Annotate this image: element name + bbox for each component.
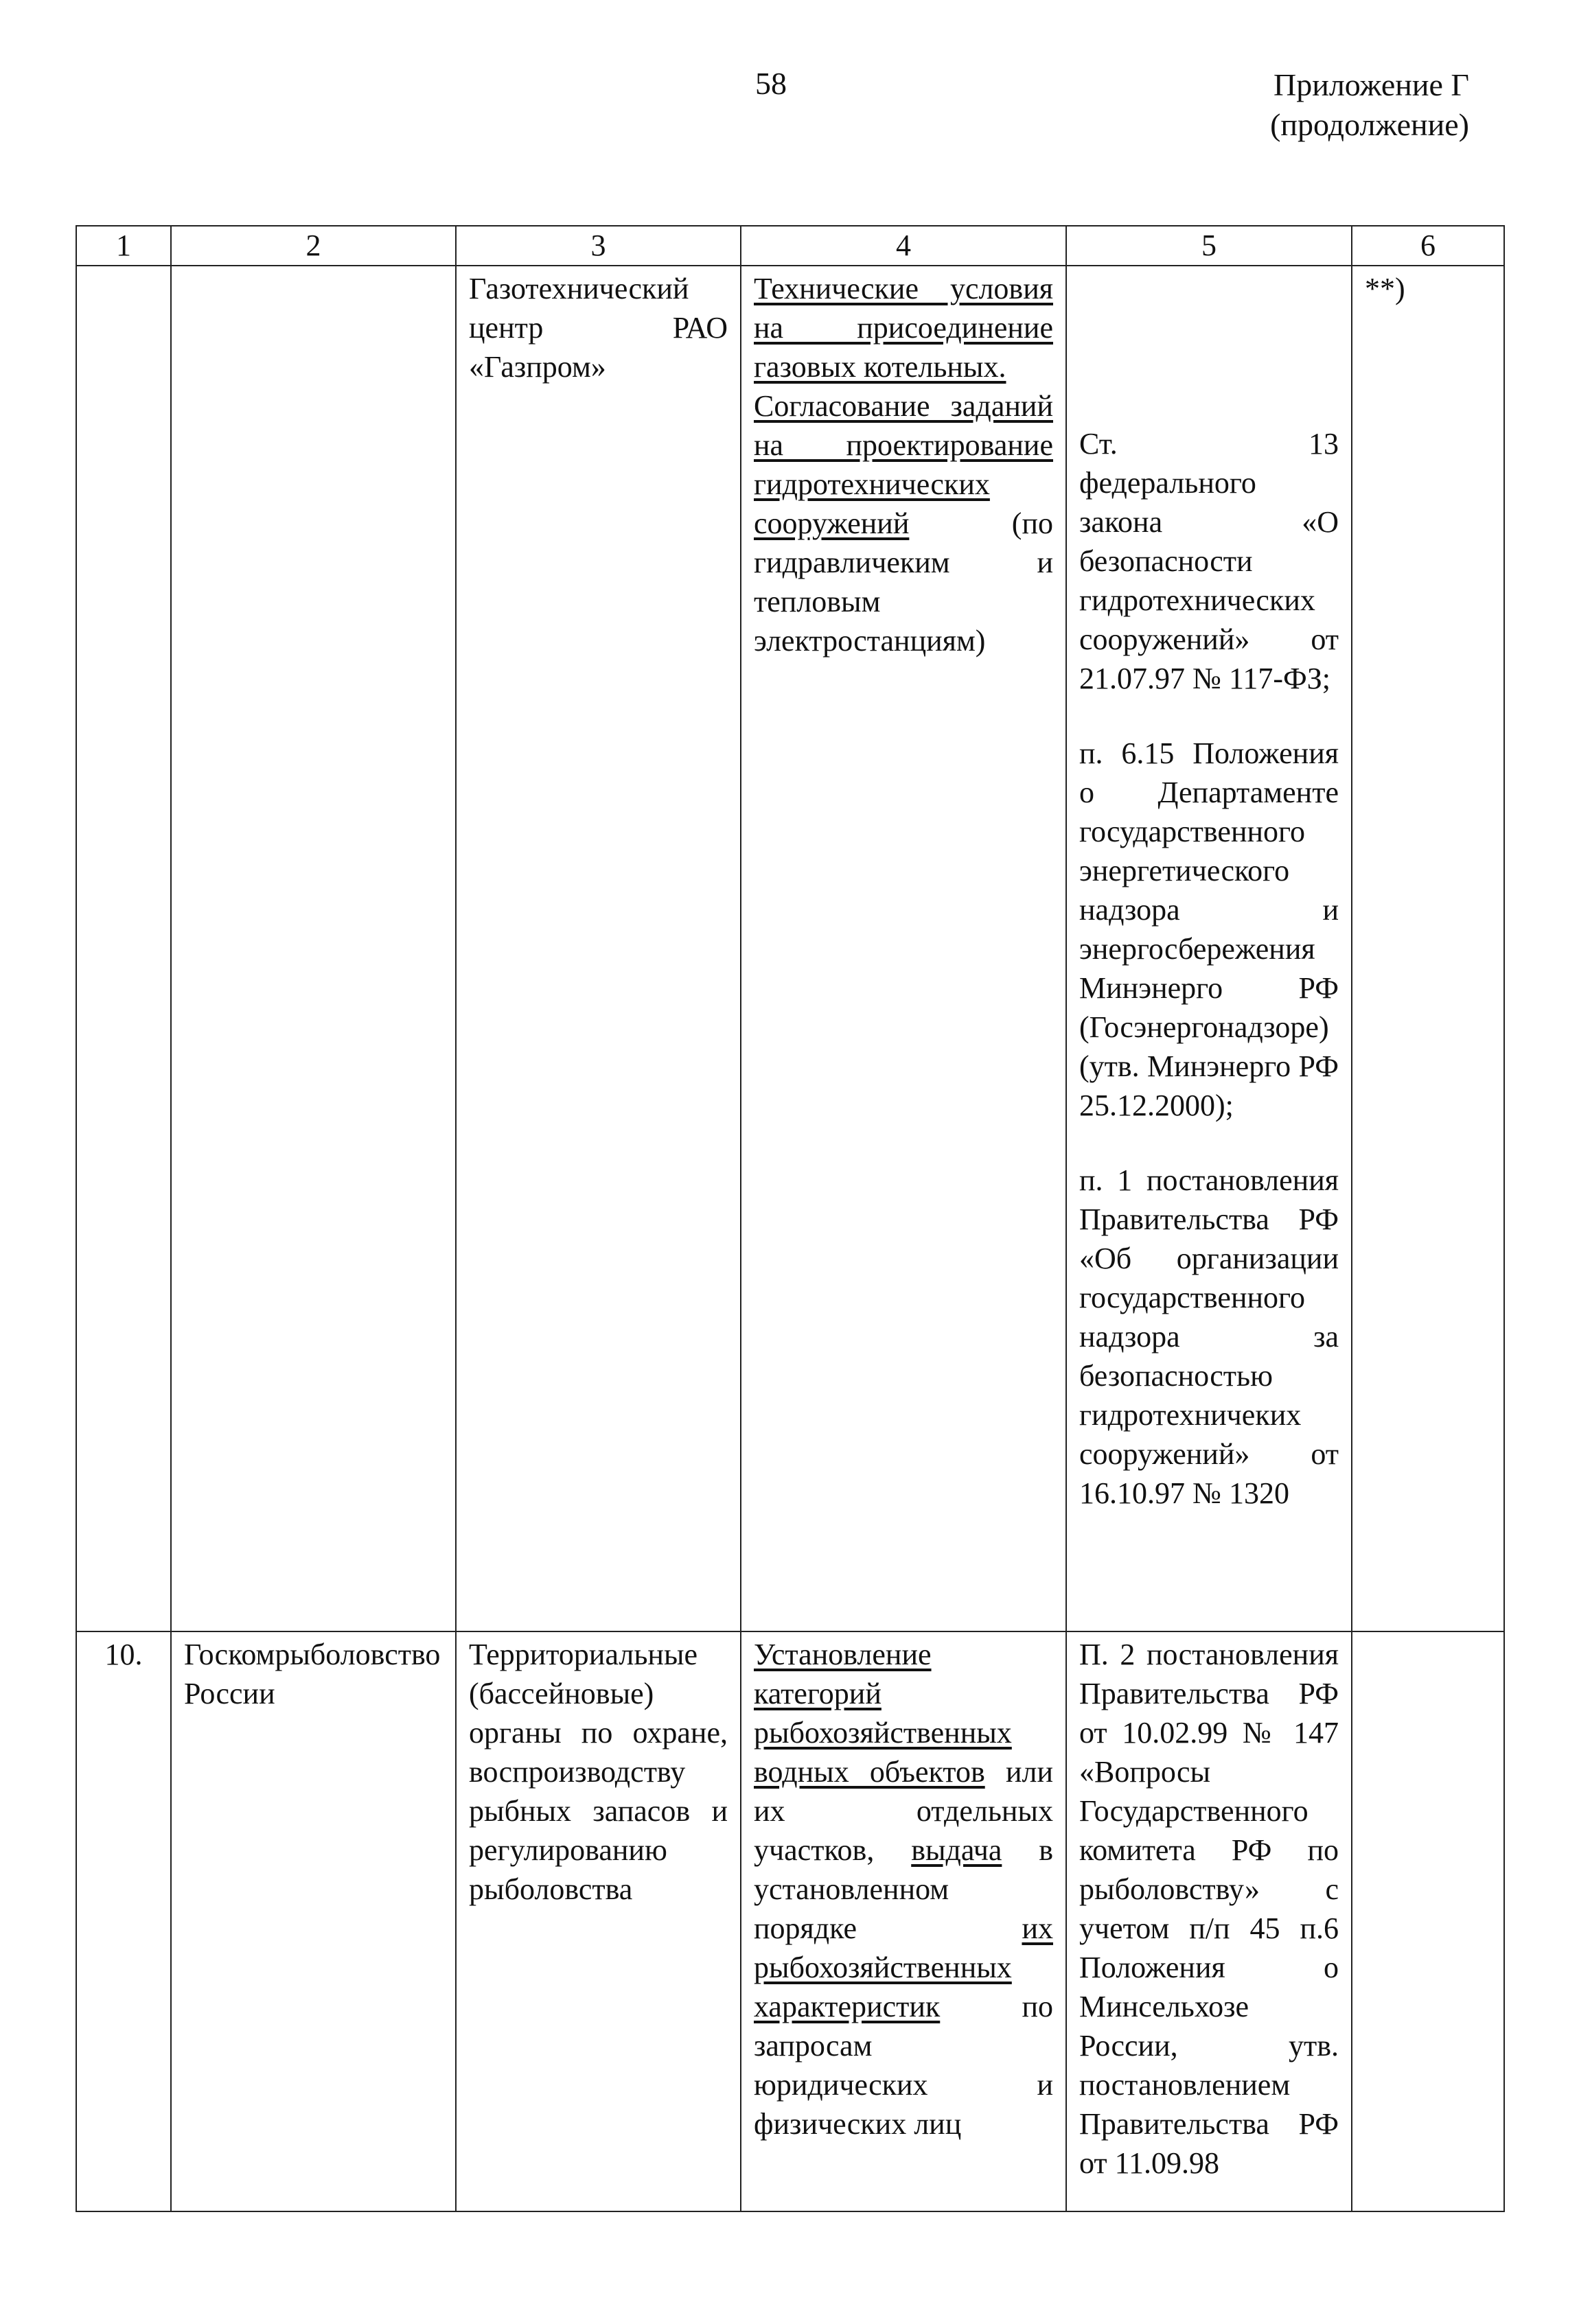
- cell-agency: Госкомрыболовство России: [171, 1631, 456, 2211]
- cell-agency: [171, 266, 456, 1631]
- cell-legal-basis: [1066, 266, 1352, 1631]
- cell-legal-basis: П. 2 постановления Правительства РФ от 10.02.99 № 147 «Вопросы Государственного комитета РФ по рыболовству» с учетом п/п 45 п.6 Положения о Минсельхозе России, утв. постановлением Правительства РФ от 11.09.98: [1066, 1631, 1352, 2211]
- spacer: [1079, 698, 1339, 734]
- requirements-table: [76, 225, 1505, 2212]
- header-cell: 5: [1066, 226, 1352, 266]
- legal-ref-regulation: п. 6.15 Положения о Департаменте государственного энергетического надзора и энергосбережения Минэнерго РФ (Госэнергонадзоре) (утв. Минэнерго РФ 25.12.2000);: [1079, 736, 1339, 1122]
- cell-function: [741, 1631, 1066, 2211]
- cell-number: [76, 266, 171, 1631]
- spacer: [1079, 1125, 1339, 1161]
- header-cell: 2: [171, 226, 456, 266]
- function-text: по запросам юридических и физических лиц: [754, 1990, 1053, 2141]
- function-tech-conditions: Технические условия на присоединение газовых котельных.: [754, 272, 1053, 384]
- legal-ref-government-decree: п. 1 постановления Правительства РФ «Об организации государственного надзора за безопасностью гидротехничеких сооружений» от 16.10.97 № 1320: [1079, 1163, 1339, 1510]
- appendix-title: Приложение Г: [1273, 67, 1469, 102]
- function-text-underlined: выдача: [911, 1833, 1002, 1867]
- function-design-approval: [754, 386, 1053, 660]
- cell-function: [741, 266, 1066, 1631]
- function-design-approval-rest: (по гидравличеким и тепловым электростанциям): [754, 507, 1053, 658]
- header-cell: 3: [456, 226, 741, 266]
- function-design-approval-underlined: Согласование заданий на проектирование гидротехнических сооружений: [754, 389, 1053, 540]
- cell-note: **): [1352, 266, 1504, 1631]
- table-row: [76, 266, 1504, 1631]
- appendix-continuation: (продолжение): [1270, 107, 1469, 142]
- spacer: [1079, 269, 1339, 424]
- cell-organization: Территориальные (бассейновые) органы по охране, воспроизводству рыбных запасов и регулированию рыболовства: [456, 1631, 741, 2211]
- function-text-underlined: Установление категорий рыбохозяйственных водных объектов: [754, 1638, 1012, 1789]
- cell-organization: Газотехнический центр РАО «Газпром»: [456, 266, 741, 1631]
- table-header-row: [76, 226, 1504, 266]
- cell-number: 10.: [76, 1631, 171, 2211]
- appendix-label: [1270, 65, 1469, 145]
- header-cell: 1: [76, 226, 171, 266]
- table-row: [76, 1631, 1504, 2211]
- page-number: 58: [755, 66, 787, 101]
- legal-ref-federal-law: Ст. 13 федерального закона «О безопасности гидротехнических сооружений» от 21.07.97 № 117-ФЗ;: [1079, 427, 1339, 695]
- header-cell: 4: [741, 226, 1066, 266]
- function-text-underlined: их рыбохозяйственных характеристик: [754, 1912, 1053, 2023]
- function-text: в установленном порядке: [754, 1833, 1053, 1945]
- function-text: или их отдельных участков,: [754, 1755, 1053, 1867]
- cell-note: [1352, 1631, 1504, 2211]
- header-cell: 6: [1352, 226, 1504, 266]
